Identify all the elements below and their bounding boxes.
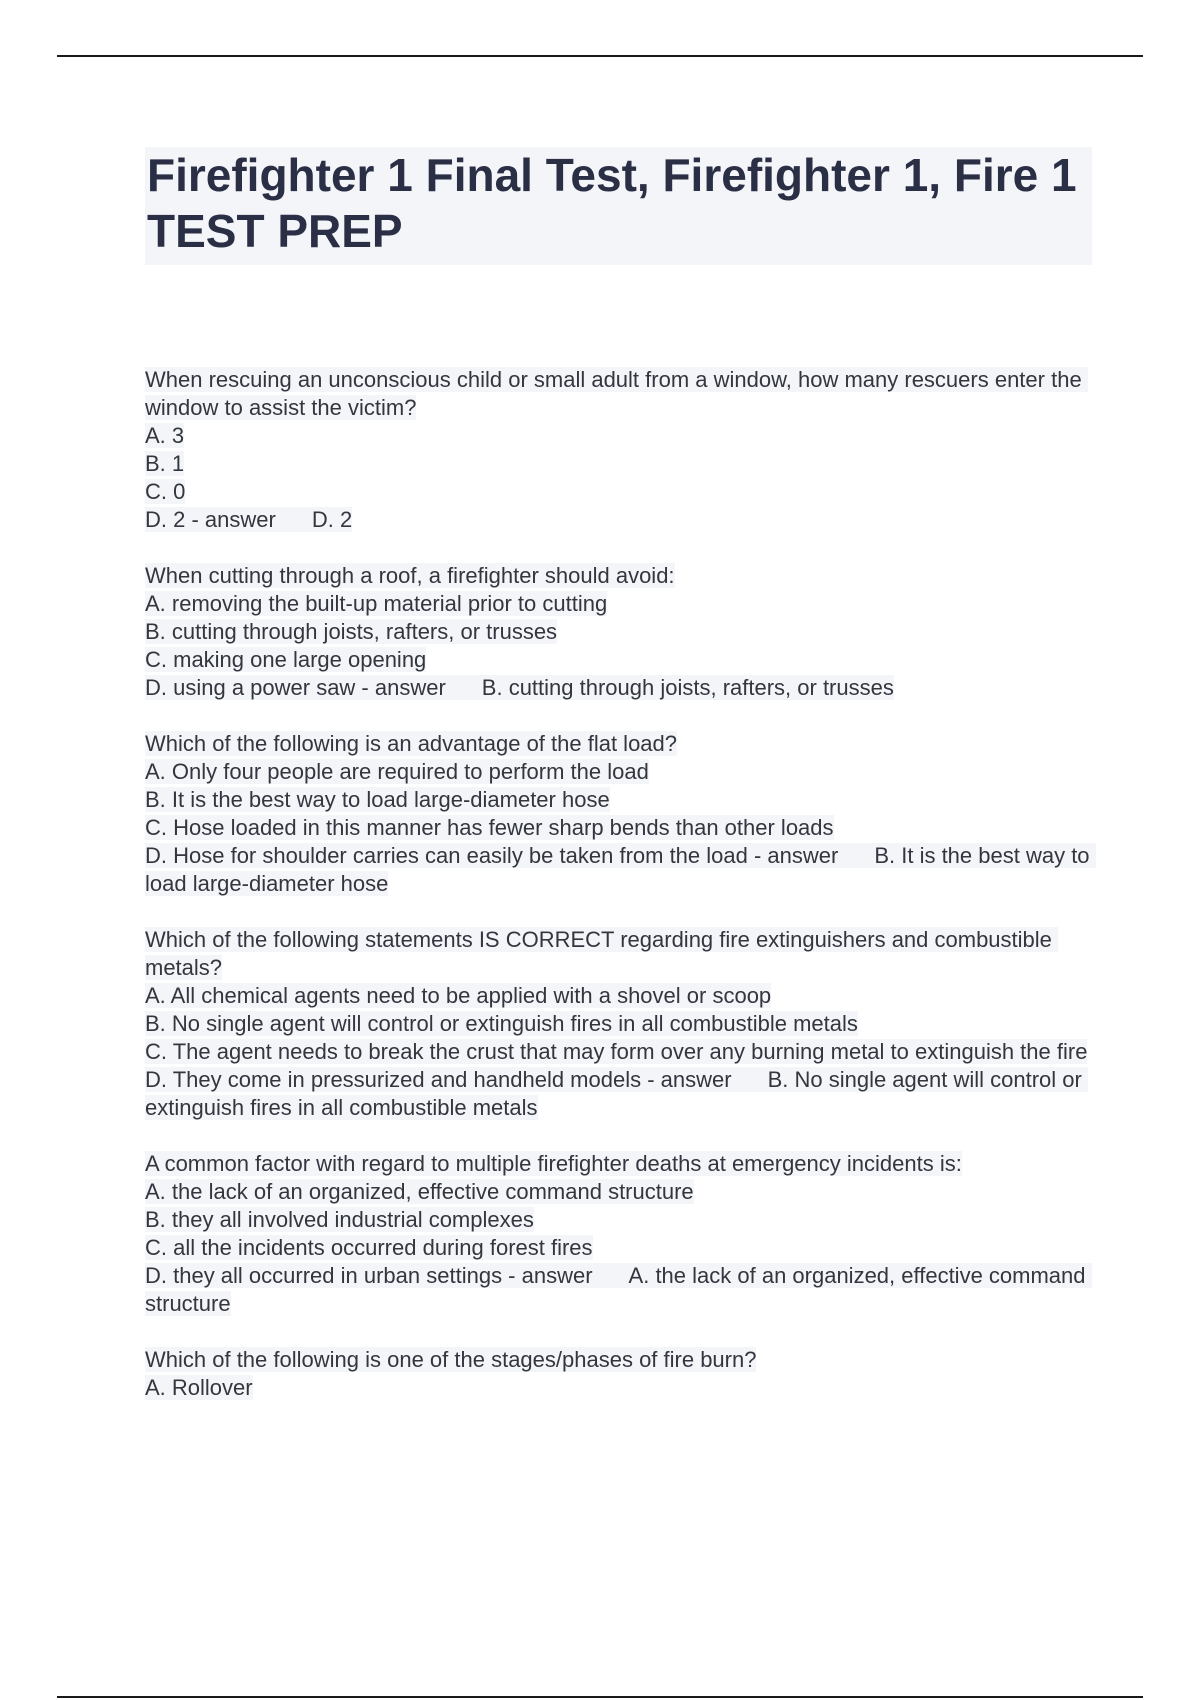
answer-text: B. It is the best way to load large-diameter hose (145, 843, 1096, 896)
question-prompt: Which of the following statements IS CORRECT regarding fire extinguishers and combustible metals? (145, 927, 1059, 980)
option-b: B. they all involved industrial complexes (145, 1207, 534, 1232)
option-a: A. 3 (145, 423, 185, 448)
question-prompt: Which of the following is one of the stages/phases of fire burn? (145, 1347, 757, 1372)
question-prompt: A common factor with regard to multiple firefighter deaths at emergency incidents is: (145, 1151, 962, 1176)
option-d: D. using a power saw - answer (145, 675, 446, 700)
question-item (145, 366, 1095, 534)
question-prompt: When cutting through a roof, a firefighter should avoid: (145, 563, 675, 588)
option-a: A. All chemical agents need to be applied with a shovel or scoop (145, 983, 772, 1008)
answer-text: B. cutting through joists, rafters, or trusses (481, 675, 894, 700)
option-a: A. the lack of an organized, effective command structure (145, 1179, 694, 1204)
question-item (145, 926, 1095, 1122)
question-list (145, 366, 1095, 1430)
option-b: B. It is the best way to load large-diameter hose (145, 787, 610, 812)
option-a: A. Rollover (145, 1375, 253, 1400)
answer-text: B. No single agent will control or extinguish fires in all combustible metals (145, 1067, 1088, 1120)
option-c: C. all the incidents occurred during forest fires (145, 1235, 593, 1260)
option-c: C. making one large opening (145, 647, 427, 672)
bottom-rule (57, 1696, 1143, 1698)
option-d: D. 2 - answer (145, 507, 276, 532)
question-item (145, 1150, 1095, 1318)
question-item (145, 562, 1095, 702)
option-b: B. cutting through joists, rafters, or trusses (145, 619, 558, 644)
question-item (145, 1346, 1095, 1402)
title-block (145, 147, 1092, 265)
question-prompt: Which of the following is an advantage of the flat load? (145, 731, 678, 756)
option-a: A. Only four people are required to perform the load (145, 759, 649, 784)
option-a: A. removing the built-up material prior to cutting (145, 591, 608, 616)
option-d: D. they all occurred in urban settings - answer (145, 1263, 593, 1288)
top-rule (57, 55, 1143, 57)
page-title: Firefighter 1 Final Test, Firefighter 1, Fire 1 TEST PREP (147, 149, 1077, 257)
option-c: C. 0 (145, 479, 186, 504)
answer-text: D. 2 (311, 507, 353, 532)
question-item (145, 730, 1095, 898)
option-d: D. They come in pressurized and handheld models - answer (145, 1067, 732, 1092)
option-b: B. No single agent will control or extinguish fires in all combustible metals (145, 1011, 858, 1036)
option-c: C. The agent needs to break the crust that may form over any burning metal to extinguish the fire (145, 1039, 1088, 1064)
option-b: B. 1 (145, 451, 185, 476)
option-d: D. Hose for shoulder carries can easily be taken from the load - answer (145, 843, 839, 868)
option-c: C. Hose loaded in this manner has fewer sharp bends than other loads (145, 815, 834, 840)
question-prompt: When rescuing an unconscious child or small adult from a window, how many rescuers enter the window to assist the victim? (145, 367, 1088, 420)
answer-text: A. the lack of an organized, effective command structure (145, 1263, 1092, 1316)
